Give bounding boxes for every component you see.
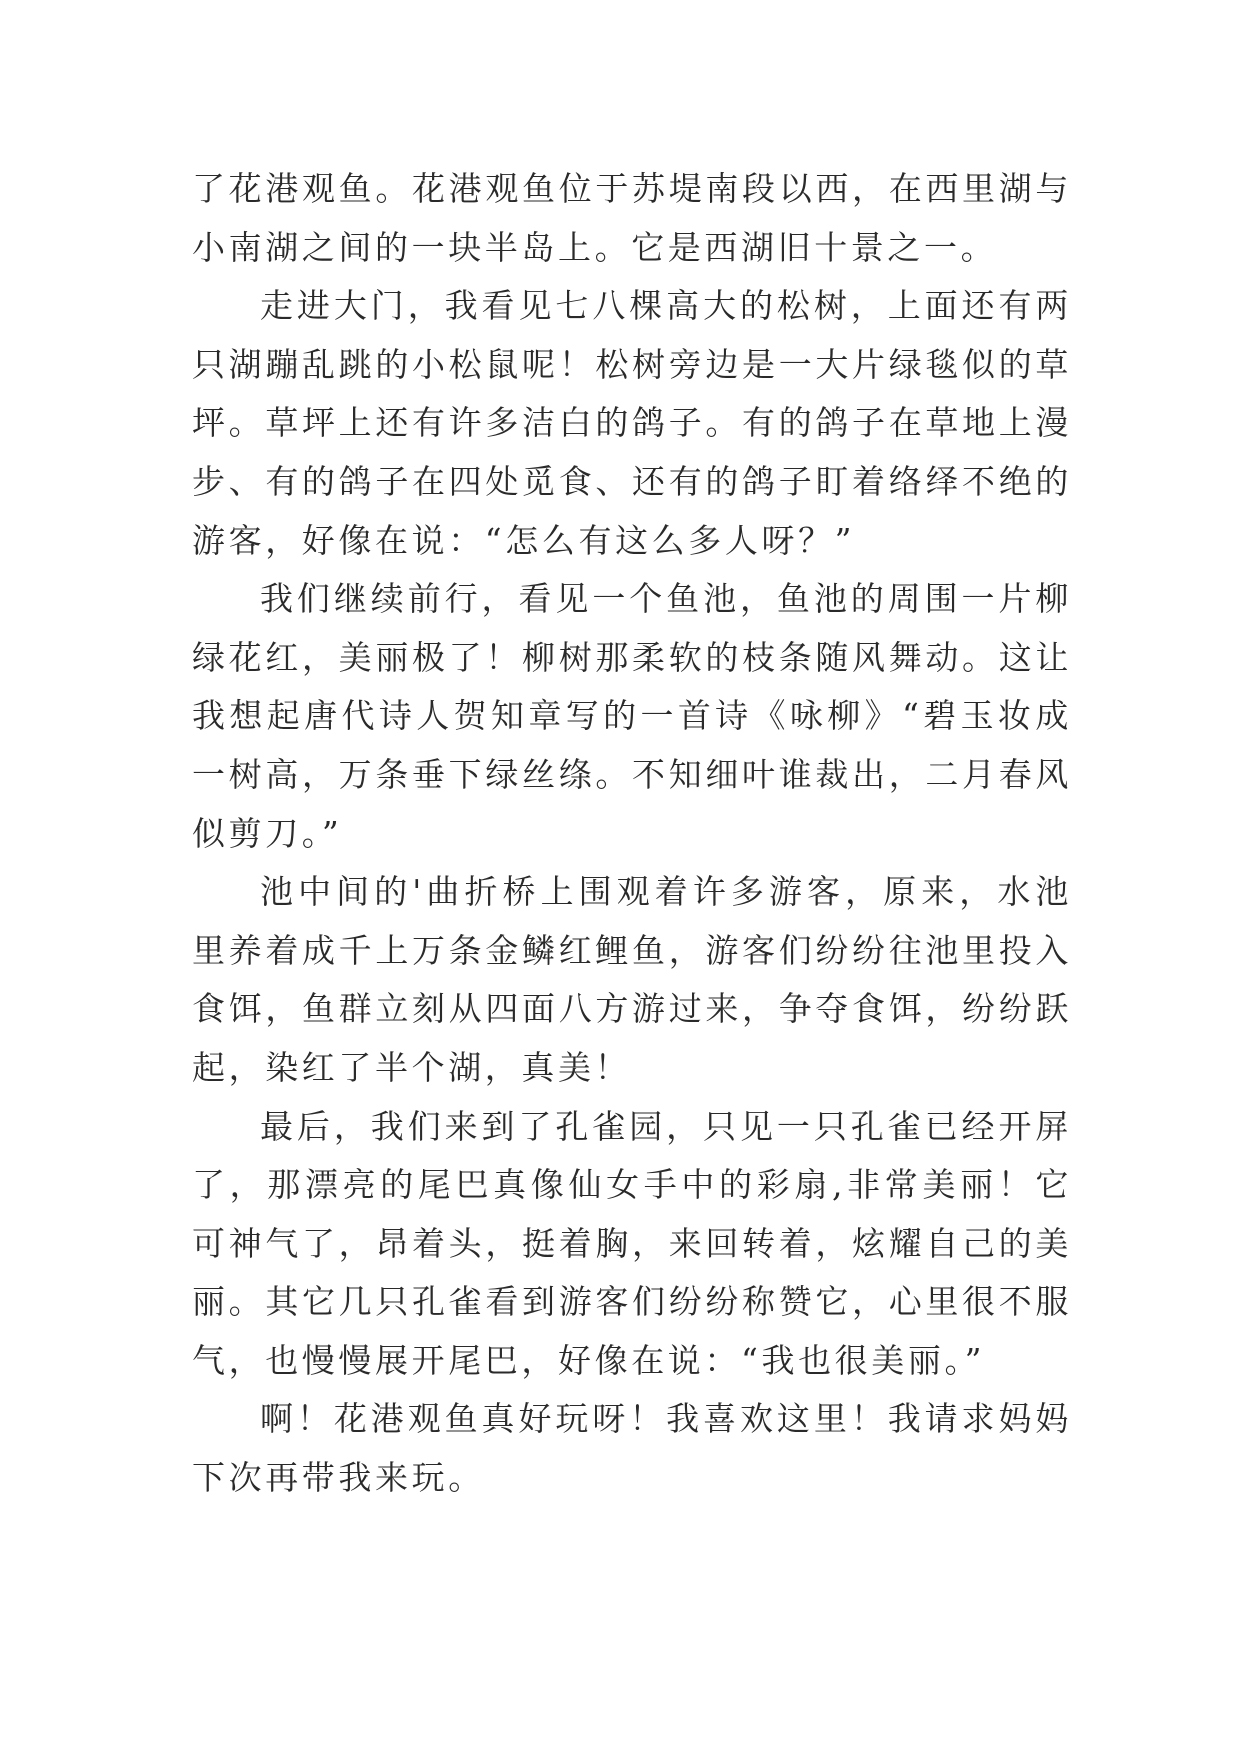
paragraph-6: 啊！花港观鱼真好玩呀！我喜欢这里！我请求妈妈下次再带我来玩。 [192, 1399, 1072, 1498]
paragraph-4: 池中间的'曲折桥上围观着许多游客，原来，水池里养着成千上万条金鳞红鲤鱼，游客们纷纷往池里投入食饵，鱼群立刻从四面八方游过来，争夺食饵，纷纷跃起，染红了半个湖，真美！ [192, 872, 1072, 1087]
paragraph-5: 最后，我们来到了孔雀园，只见一只孔雀已经开屏了，那漂亮的尾巴真像仙女手中的彩扇,非常美丽！它可神气了，昂着头，挺着胸，来回转着，炫耀自己的美丽。其它几只孔雀看到游客们纷纷称赞它，心里很不服气，也慢慢展开尾巴，好像在说：“我也很美丽。” [192, 1106, 1072, 1380]
paragraph-3: 我们继续前行，看见一个鱼池，鱼池的周围一片柳绿花红，美丽极了！柳树那柔软的枝条随风舞动。这让我想起唐代诗人贺知章写的一首诗《咏柳》“碧玉妆成一树高，万条垂下绿丝绦。不知细叶谁裁出，二月春风似剪刀。” [192, 579, 1072, 853]
paragraph-1: 了花港观鱼。花港观鱼位于苏堤南段以西，在西里湖与小南湖之间的一块半岛上。它是西湖旧十景之一。 [192, 169, 1072, 267]
paragraph-2: 走进大门，我看见七八棵高大的松树，上面还有两只湖蹦乱跳的小松鼠呢！松树旁边是一大片绿毯似的草坪。草坪上还有许多洁白的鸽子。有的鸽子在草地上漫步、有的鸽子在四处觅食、还有的鸽子盯着络绎不绝的游客，好像在说：“怎么有这么多人呀？” [192, 286, 1072, 560]
essay-body [192, 160, 1072, 1508]
